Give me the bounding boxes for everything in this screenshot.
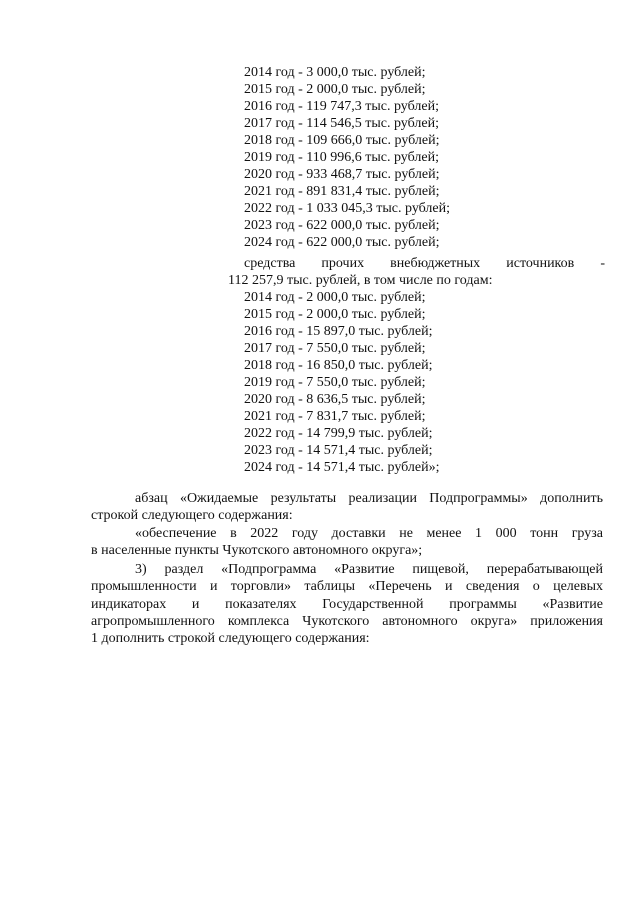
paragraph-section-3-line-4: агропромышленного комплекса Чукотского автономного округа» приложения	[91, 614, 603, 629]
budget-line-2018: 2018 год - 109 666,0 тыс. рублей;	[244, 133, 440, 148]
paragraph-cargo-delivery-line-1: «обеспечение в 2022 году доставки не менее 1 000 тонн груза	[135, 526, 603, 541]
extrabudgetary-line-2015: 2015 год - 2 000,0 тыс. рублей;	[244, 307, 426, 322]
extrabudgetary-line-2019: 2019 год - 7 550,0 тыс. рублей;	[244, 375, 426, 390]
budget-line-2020: 2020 год - 933 468,7 тыс. рублей;	[244, 167, 440, 182]
paragraph-cargo-delivery-line-2: в населенные пункты Чукотского автономного округа»;	[91, 543, 423, 558]
budget-line-2024: 2024 год - 622 000,0 тыс. рублей;	[244, 235, 440, 250]
budget-line-2017: 2017 год - 114 546,5 тыс. рублей;	[244, 116, 439, 131]
paragraph-section-3-line-3: индикаторах и показателях Государственной программы «Развитие	[91, 597, 603, 612]
budget-line-2023: 2023 год - 622 000,0 тыс. рублей;	[244, 218, 440, 233]
extrabudgetary-line-2016: 2016 год - 15 897,0 тыс. рублей;	[244, 324, 433, 339]
budget-line-2015: 2015 год - 2 000,0 тыс. рублей;	[244, 82, 426, 97]
extrabudgetary-line-2018: 2018 год - 16 850,0 тыс. рублей;	[244, 358, 433, 373]
paragraph-expected-results-line-2: строкой следующего содержания:	[91, 508, 293, 523]
extrabudgetary-line-2021: 2021 год - 7 831,7 тыс. рублей;	[244, 409, 426, 424]
budget-line-2016: 2016 год - 119 747,3 тыс. рублей;	[244, 99, 439, 114]
extrabudgetary-line-2023: 2023 год - 14 571,4 тыс. рублей;	[244, 443, 433, 458]
paragraph-section-3-line-1: 3) раздел «Подпрограмма «Развитие пищевой, перерабатывающей	[135, 562, 603, 577]
budget-line-2019: 2019 год - 110 996,6 тыс. рублей;	[244, 150, 439, 165]
budget-line-2014: 2014 год - 3 000,0 тыс. рублей;	[244, 65, 426, 80]
extrabudgetary-line-2022: 2022 год - 14 799,9 тыс. рублей;	[244, 426, 433, 441]
extrabudgetary-line-2020: 2020 год - 8 636,5 тыс. рублей;	[244, 392, 426, 407]
paragraph-section-3-line-2: промышленности и торговли» таблицы «Перечень и сведения о целевых	[91, 579, 603, 594]
extrabudgetary-line-2014: 2014 год - 2 000,0 тыс. рублей;	[244, 290, 426, 305]
extrabudgetary-header: средства прочих внебюджетных источников -	[244, 256, 605, 271]
extrabudgetary-line-2017: 2017 год - 7 550,0 тыс. рублей;	[244, 341, 426, 356]
budget-line-2021: 2021 год - 891 831,4 тыс. рублей;	[244, 184, 440, 199]
paragraph-expected-results-line-1: абзац «Ожидаемые результаты реализации Подпрограммы» дополнить	[135, 491, 603, 506]
paragraph-section-3-line-5: 1 дополнить строкой следующего содержания:	[91, 631, 370, 646]
budget-line-2022: 2022 год - 1 033 045,3 тыс. рублей;	[244, 201, 451, 216]
extrabudgetary-total: 112 257,9 тыс. рублей, в том числе по годам:	[228, 273, 493, 288]
extrabudgetary-line-2024: 2024 год - 14 571,4 тыс. рублей»;	[244, 460, 440, 475]
